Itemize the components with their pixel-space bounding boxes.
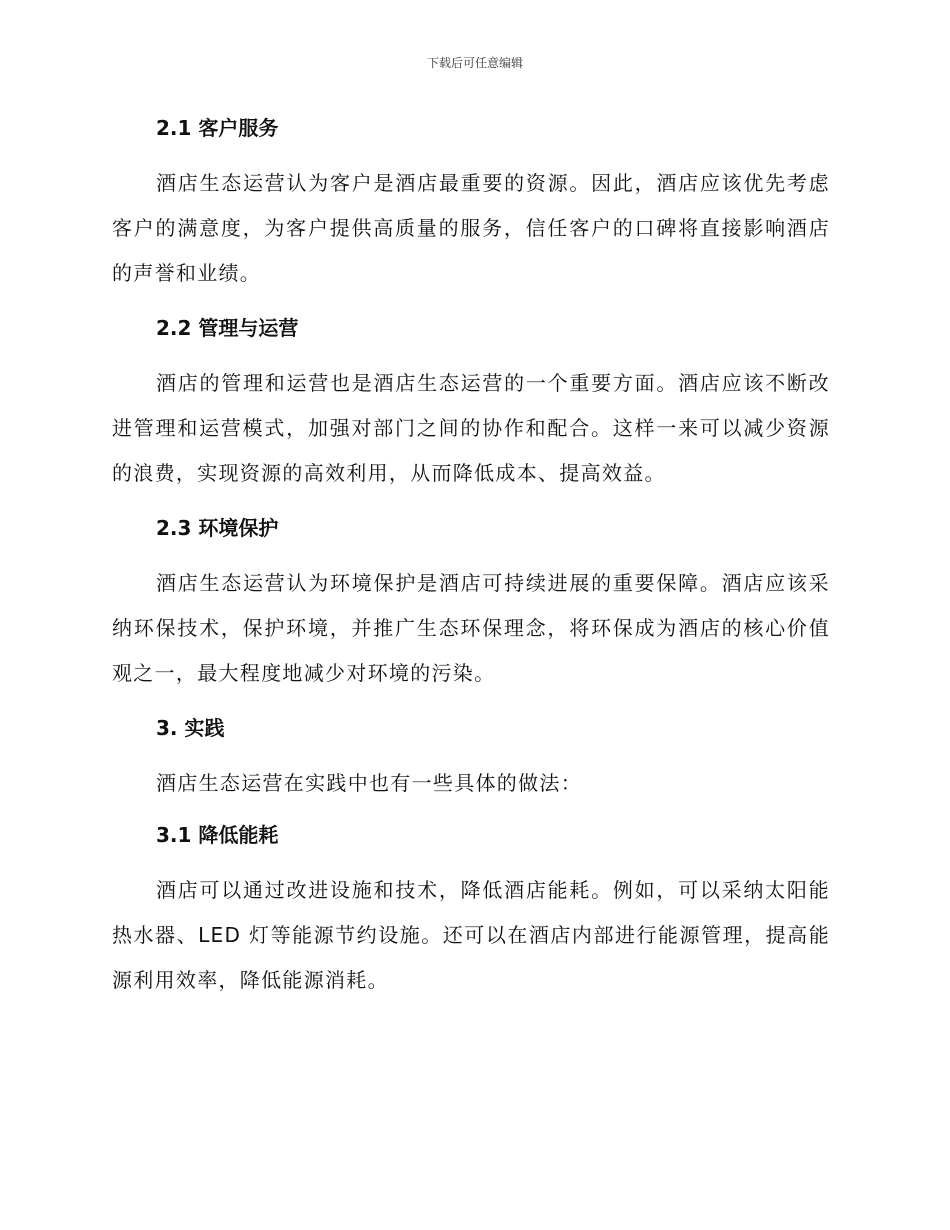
section-paragraph-2-1: 酒店生态运营认为客户是酒店最重要的资源。因此，酒店应该优先考虑客户的满意度，为客户提供高质量的服务，信任客户的口碑将直接影响酒店的声誉和业绩。 [112, 171, 830, 285]
section-heading-3: 3. 实践 [156, 716, 225, 740]
page-header: 下载后可任意编辑 [426, 56, 523, 70]
section-heading-2-2: 2.2 管理与运营 [156, 316, 299, 340]
section-paragraph-3: 酒店生态运营在实践中也有一些具体的做法： [156, 771, 582, 795]
section-paragraph-2-3: 酒店生态运营认为环境保护是酒店可持续进展的重要保障。酒店应该采纳环保技术，保护环境，并推广生态环保理念，将环保成为酒店的核心价值观之一，最大程度地减少对环境的污染。 [112, 571, 830, 685]
section-paragraph-3-1: 酒店可以通过改进设施和技术，降低酒店能耗。例如，可以采纳太阳能热水器、LED 灯等能源节约设施。还可以在酒店内部进行能源管理，提高能源利用效率，降低能源消耗。 [112, 878, 830, 992]
section-heading-2-1: 2.1 客户服务 [156, 116, 279, 140]
document-body [112, 110, 830, 1017]
section-heading-3-1: 3.1 降低能耗 [156, 823, 279, 847]
section-heading-2-3: 2.3 环境保护 [156, 516, 279, 540]
section-paragraph-2-2: 酒店的管理和运营也是酒店生态运营的一个重要方面。酒店应该不断改进管理和运营模式，加强对部门之间的协作和配合。这样一来可以减少资源的浪费，实现资源的高效利用，从而降低成本、提高效益。 [112, 371, 830, 485]
